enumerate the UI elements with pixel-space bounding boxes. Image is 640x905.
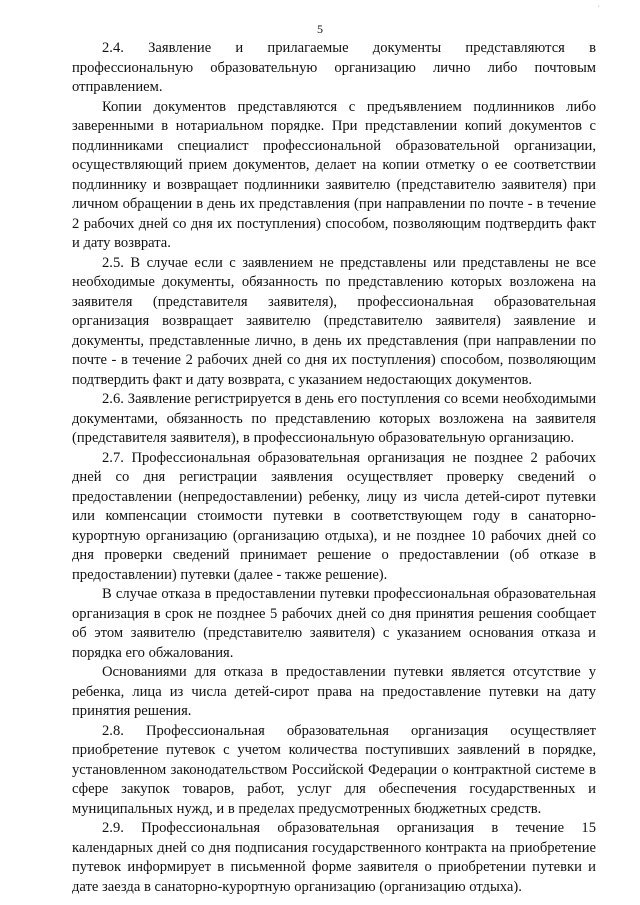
paragraph-refusal: В случае отказа в предоставлении путевки профессиональная образовательная организация в срок не позднее 5 рабочих дней со дня принятия решения сообщает об этом заявителю (представителю заявителя) с указанием основания отказа и порядка его обжалования. [72, 586, 596, 661]
scan-mark: · [597, 2, 600, 11]
paragraph-grounds: Основаниями для отказа в предоставлении путевки является отсутствие у ребенка, лица из числа детей-сирот права на предоставление путевки на дату принятия решения. [72, 664, 596, 719]
paragraph-2-4: 2.4. Заявление и прилагаемые документы представляются в профессиональную образовательную организацию лично либо почтовым отправлением. [72, 40, 596, 95]
paragraph-copies: Копии документов представляются с предъявлением подлинников либо заверенными в нотариальном порядке. При представлении копий документов с подлинниками специалист профессиональной образовательной организации, осуществляющий прием документов, делает на копии отметку о ее соответствии подлиннику и возвращает подлинники заявителю (представителю заявителя) при личном обращении в день их представления (при направлении по почте - в течение 2 рабочих дней со дня их поступления) способом, позволяющим подтвердить факт и дату возврата. [72, 98, 596, 251]
paragraph-2-9: 2.9. Профессиональная образовательная организация в течение 15 календарных дней со дня подписания государственного контракта на приобретение путевок информирует в письменной форме заявителя о приобретении путевки и дате заезда в санаторно-курортную организацию (организацию отдыха). [72, 820, 596, 895]
paragraph-2-5: 2.5. В случае если с заявлением не представлены или представлены не все необходимые документы, обязанность по представлению которых возложена на заявителя (представителя заявителя), профессиональная образовательная организация возвращает заявителю (представителю заявителя) заявление и документы, представленные лично, в день их представления (при направлении по почте - в течение 2 рабочих дней со дня их поступления) способом, позволяющим подтвердить факт и дату возврата, с указанием недостающих документов. [72, 254, 596, 388]
document-body [72, 39, 596, 897]
paragraph-2-8: 2.8. Профессиональная образовательная организация осуществляет приобретение путевок с учетом количества поступивших заявлений в порядке, установленном законодательством Российской Федерации о контрактной системе в сфере закупок товаров, работ, услуг для обеспечения государственных и муниципальных нужд, и в пределах предусмотренных бюджетных средств. [72, 722, 596, 817]
paragraph-2-6: 2.6. Заявление регистрируется в день его поступления со всеми необходимыми документами, обязанность по представлению которых возложена на заявителя (представителя заявителя), в профессиональную образовательную организацию. [72, 391, 596, 446]
page-number: 5 [317, 22, 323, 36]
paragraph-2-7: 2.7. Профессиональная образовательная организация не позднее 2 рабочих дней со дня регистрации заявления осуществляет проверку сведений о предоставлении (непредоставлении) ребенку, лицу из числа детей-сирот путевки или компенсации стоимости путевки в соответствующем году в санаторно-курортную организацию (организацию отдыха), и не позднее 10 рабочих дней со дня проверки сведений принимает решение о предоставлении (об отказе в предоставлении) путевки (далее - также решение). [72, 449, 596, 583]
